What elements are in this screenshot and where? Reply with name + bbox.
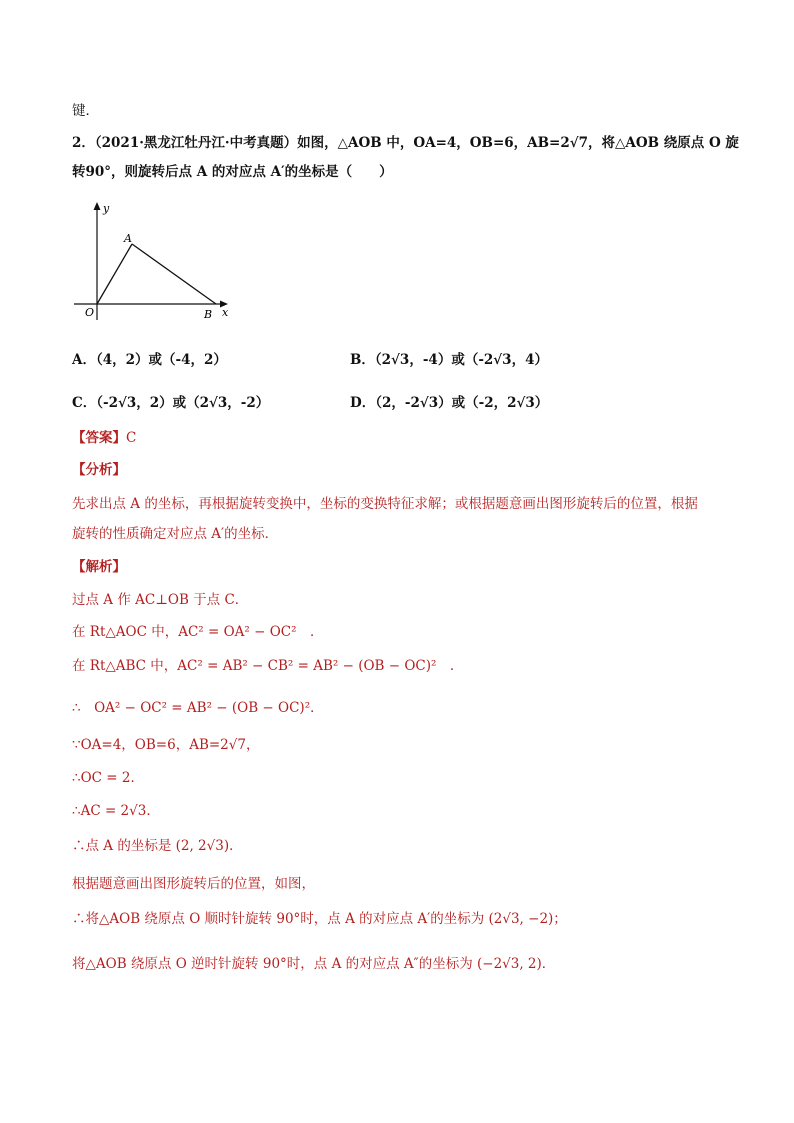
choice-a: A．（4，2）或（-4，2） xyxy=(72,352,227,368)
answer-value: C xyxy=(126,430,137,446)
analysis-line-1: 先求出点 A 的坐标，再根据旋转变换中，坐标的变换特征求解；或根据题意画出图形旋转后的位置，根据 xyxy=(72,496,698,512)
point-b-label: B xyxy=(204,308,213,321)
analysis-line-2: 旋转的性质确定对应点 A′的坐标． xyxy=(72,526,279,542)
solution-line: ∴点 A 的坐标是 (2, 2√3)． xyxy=(72,838,243,854)
analysis-label: 【分析】 xyxy=(72,462,126,478)
answer-label: 【答案】 xyxy=(72,430,126,446)
x-axis-label: x xyxy=(222,306,229,319)
solution-line: ∴将△AOB 绕原点 O 顺时针旋转 90°时，点 A 的对应点 A′的坐标为 (2√3, −2)； xyxy=(72,911,567,927)
solution-line: ∴OC = 2． xyxy=(72,770,144,786)
solution-label: 【解析】 xyxy=(72,559,126,575)
choice-b: B．（2√3，-4）或（-2√3，4） xyxy=(350,352,548,368)
point-o-label: O xyxy=(85,306,95,319)
y-axis-arrow-icon xyxy=(94,202,101,210)
choice-d: D．（2，-2√3）或（-2，2√3） xyxy=(350,395,549,411)
solution-line: ∴ OA² − OC² = AB² − (OB − OC)²． xyxy=(72,700,324,716)
question-line-2: 转90°，则旋转后点 A 的对应点 A′的坐标是（ ） xyxy=(72,164,393,180)
lead-line: 键． xyxy=(72,103,99,119)
y-axis-label: y xyxy=(103,202,110,215)
solution-line: ∵OA=4，OB=6，AB=2√7， xyxy=(72,737,260,753)
question-line-1: 2．（2021·黑龙江牡丹江·中考真题）如图，△AOB 中，OA=4，OB=6，AB=2√7，将△AOB 绕原点 O 旋 xyxy=(72,135,739,151)
solution-line: 过点 A 作 AC⊥OB 于点 C． xyxy=(72,592,249,608)
segment-oa xyxy=(97,244,132,304)
solution-line: 根据题意画出图形旋转后的位置，如图， xyxy=(72,876,315,892)
segment-ab xyxy=(132,244,216,304)
solution-line: 将△AOB 绕原点 O 逆时针旋转 90°时，点 A 的对应点 A″的坐标为 (−2√3, 2)． xyxy=(72,956,556,972)
solution-line: 在 Rt△ABC 中，AC² = AB² − CB² = AB² − (OB − OC)² ． xyxy=(72,658,464,674)
choice-c: C．（-2√3，2）或（2√3，-2） xyxy=(72,395,270,411)
solution-line: ∴AC = 2√3． xyxy=(72,803,160,819)
answer-line xyxy=(72,428,136,448)
triangle-figure xyxy=(70,196,240,326)
point-a-label: A xyxy=(124,232,132,245)
solution-line: 在 Rt△AOC 中，AC² = OA² − OC² ． xyxy=(72,624,324,640)
